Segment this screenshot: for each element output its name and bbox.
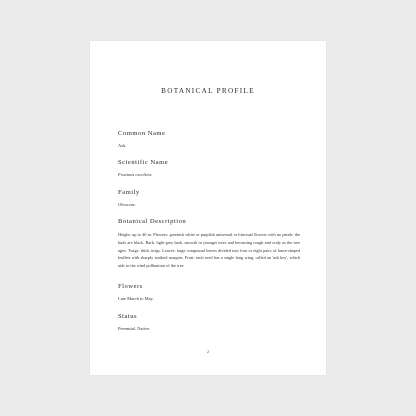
section-flowers — [118, 283, 300, 302]
page-number: 2 — [206, 349, 210, 354]
section-value: Perennial. Native. — [118, 326, 151, 331]
section-value: Late March to May. — [118, 296, 154, 301]
section-paragraph: Height: up to 40 m. Flowers: greenish white or purplish unisexual or bisexual flowers with no petals; the buds are black. Bark: light-grey bark, smooth in younger trees and becoming rough and scaly as the tree ages. Twigs: thick twigs. Leaves: large compound leaves divided into four or eight pairs of lance-shaped leaflets with sharply toothed margins. Fruit: each seed has a single long wing, called an 'ash key', which aids in the wind pollination of the tree. — [118, 232, 300, 269]
section-heading: Scientific Name — [118, 159, 169, 166]
section-common-name — [118, 130, 300, 149]
section-value: Ash. — [118, 143, 127, 148]
section-scientific-name — [118, 159, 300, 178]
section-value: Fraxinus excelsior. — [118, 172, 153, 177]
section-heading: Common Name — [118, 130, 166, 137]
section-value: Oleaceae. — [118, 202, 137, 207]
section-heading: Botanical Description — [118, 218, 187, 225]
page-title: BOTANICAL PROFILE — [161, 87, 255, 95]
section-status — [118, 313, 300, 332]
section-heading: Family — [118, 189, 140, 196]
section-family — [118, 189, 300, 208]
document-page — [90, 41, 326, 375]
section-botanical-description — [118, 218, 300, 270]
section-heading: Flowers — [118, 283, 143, 290]
section-heading: Status — [118, 313, 138, 320]
